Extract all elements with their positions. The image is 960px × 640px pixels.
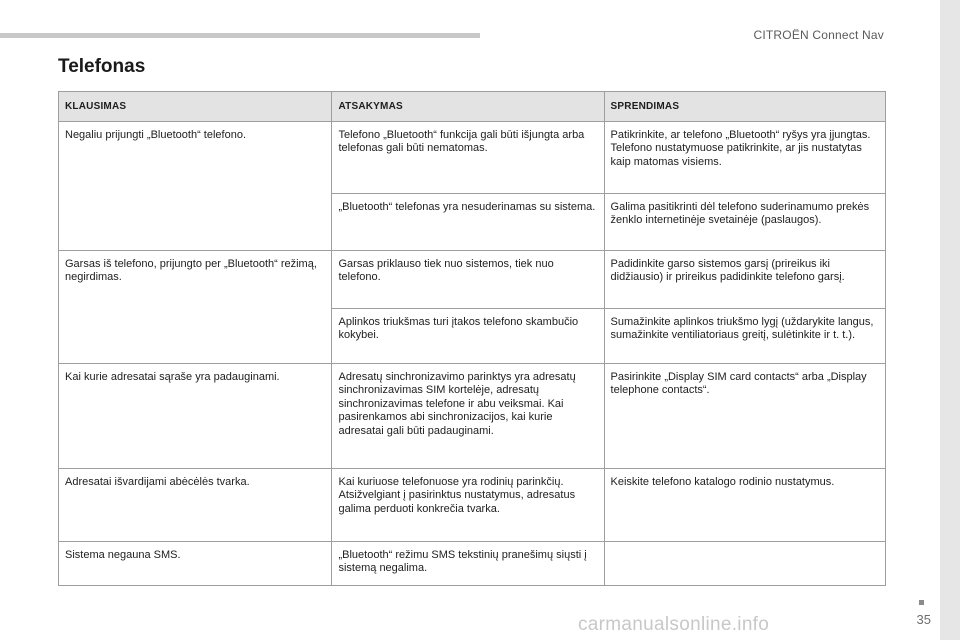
answer-cell: Aplinkos triukšmas turi įtakos telefono skambučio kokybei. xyxy=(332,308,604,363)
page-number: 35 xyxy=(916,612,931,627)
solution-cell xyxy=(604,541,885,585)
page-title: Telefonas xyxy=(58,56,146,77)
table-header-row xyxy=(59,92,886,122)
watermark: carmanualsonline.info xyxy=(578,614,770,635)
header-rule xyxy=(0,33,480,38)
question-cell: Garsas iš telefono, prijungto per „Bluetooth“ režimą, negirdimas. xyxy=(59,250,332,363)
answer-cell: Kai kuriuose telefonuose yra rodinių parinkčių. Atsižvelgiant į pasirinktus nustatymus, adresatus galima perduoti konkrečia tvarka. xyxy=(332,468,604,541)
table-row xyxy=(59,468,886,541)
solution-cell: Keiskite telefono katalogo rodinio nustatymus. xyxy=(604,468,885,541)
question-cell: Adresatai išvardijami abėcėlės tvarka. xyxy=(59,468,332,541)
question-cell: Negaliu prijungti „Bluetooth“ telefono. xyxy=(59,121,332,250)
solution-cell: Galima pasitikrinti dėl telefono suderinamumo prekės ženklo internetinėje svetainėje (paslaugos). xyxy=(604,193,885,250)
answer-cell: „Bluetooth“ režimu SMS tekstinių pranešimų siųsti į sistemą negalima. xyxy=(332,541,604,585)
table-row xyxy=(59,121,886,193)
answer-cell: Telefono „Bluetooth“ funkcija gali būti išjungta arba telefonas gali būti nematomas. xyxy=(332,121,604,193)
table-row xyxy=(59,541,886,585)
question-cell: Kai kurie adresatai sąraše yra padauginami. xyxy=(59,363,332,468)
solution-cell: Pasirinkite „Display SIM card contacts“ arba „Display telephone contacts“. xyxy=(604,363,885,468)
solution-cell: Sumažinkite aplinkos triukšmo lygį (uždarykite langus, sumažinkite ventiliatoriaus greitį, sulėtinkite ir t. t.). xyxy=(604,308,885,363)
footer-dot-icon xyxy=(919,600,924,605)
column-header-question: KLAUSIMAS xyxy=(59,92,332,122)
solution-cell: Padidinkite garso sistemos garsį (prireikus iki didžiausio) ir prireikus padidinkite telefono garsį. xyxy=(604,250,885,308)
page-side-bar xyxy=(940,0,960,640)
header-brand: CITROËN Connect Nav xyxy=(753,28,884,42)
answer-cell: Adresatų sinchronizavimo parinktys yra adresatų sinchronizavimas SIM kortelėje, adresatų sinchronizavimas telefone ir abu veiksmai. Kai pasirenkamos abi sinchronizacijos, kai kurie adresatai gali būti padauginami. xyxy=(332,363,604,468)
question-cell: Sistema negauna SMS. xyxy=(59,541,332,585)
answer-cell: „Bluetooth“ telefonas yra nesuderinamas su sistema. xyxy=(332,193,604,250)
answer-cell: Garsas priklauso tiek nuo sistemos, tiek nuo telefono. xyxy=(332,250,604,308)
table-row xyxy=(59,250,886,308)
table-row xyxy=(59,363,886,468)
column-header-answer: ATSAKYMAS xyxy=(332,92,604,122)
faq-table xyxy=(58,91,886,586)
column-header-solution: SPRENDIMAS xyxy=(604,92,885,122)
solution-cell: Patikrinkite, ar telefono „Bluetooth“ ryšys yra įjungtas. Telefono nustatymuose patikrinkite, ar jis nustatytas kaip matomas visiems. xyxy=(604,121,885,193)
